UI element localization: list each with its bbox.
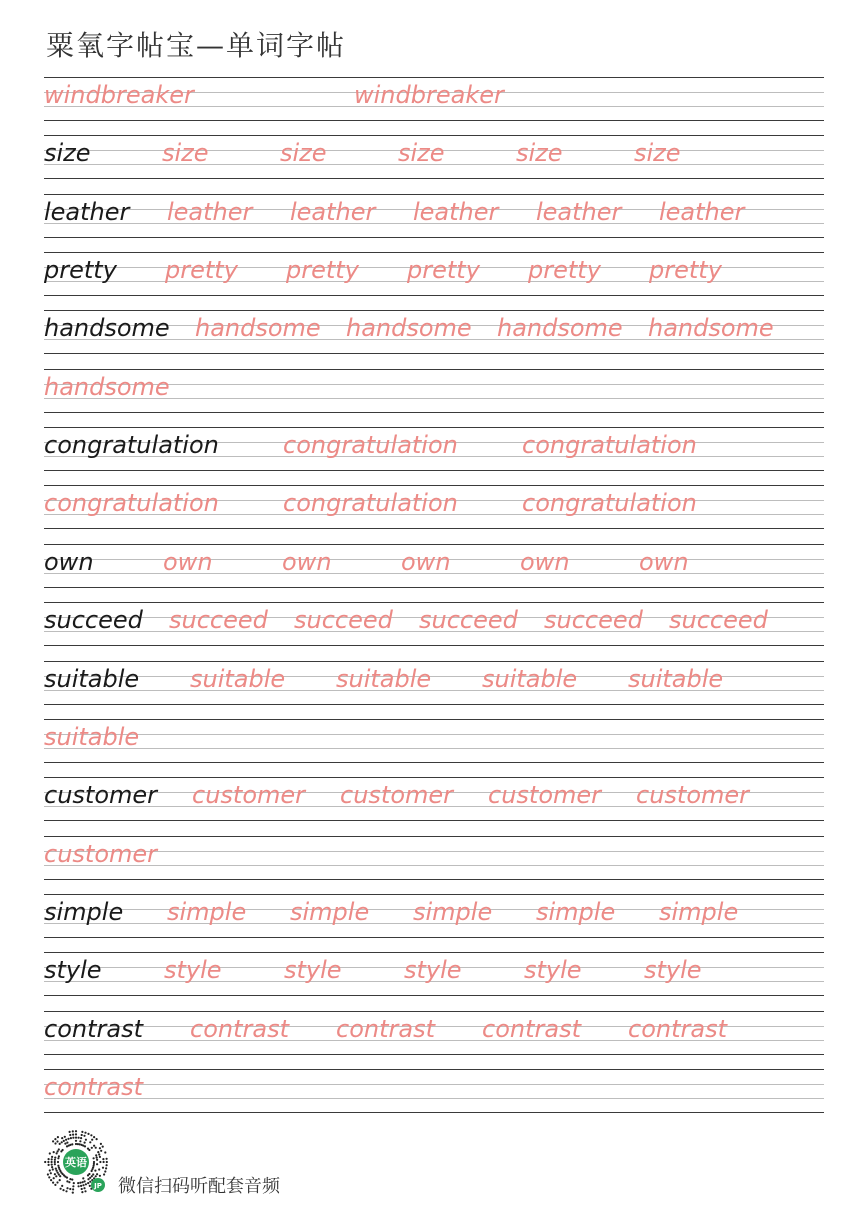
guide-line-solid — [44, 427, 824, 428]
trace-word: suitable — [44, 723, 140, 751]
guide-line-solid — [44, 194, 824, 195]
trace-word: handsome — [346, 314, 472, 342]
practice-row — [44, 194, 824, 238]
trace-word: simple — [536, 898, 616, 926]
trace-word: simple — [659, 898, 739, 926]
guide-line-solid — [44, 310, 824, 311]
trace-word: pretty — [165, 256, 238, 284]
trace-word: size — [398, 139, 445, 167]
model-word: customer — [44, 781, 158, 809]
trace-word: simple — [167, 898, 247, 926]
practice-row — [44, 952, 824, 996]
trace-word: contrast — [482, 1015, 581, 1043]
guide-line-solid — [44, 602, 824, 603]
guide-line-light — [44, 1084, 824, 1085]
trace-word: customer — [340, 781, 454, 809]
model-word: handsome — [44, 314, 170, 342]
trace-word: succeed — [169, 606, 268, 634]
page-title: 粟氧字帖宝—单词字帖 — [46, 29, 347, 62]
practice-row — [44, 369, 824, 413]
trace-word: style — [284, 956, 342, 984]
guide-line-solid — [44, 1112, 824, 1113]
trace-word: succeed — [294, 606, 393, 634]
trace-word: succeed — [419, 606, 518, 634]
model-word: simple — [44, 898, 124, 926]
guide-line-solid — [44, 645, 824, 646]
trace-word: style — [164, 956, 222, 984]
trace-word: handsome — [195, 314, 321, 342]
guide-line-solid — [44, 412, 824, 413]
footer-note: 微信扫码听配套音频 — [118, 1176, 280, 1197]
model-word: pretty — [44, 256, 117, 284]
guide-line-solid — [44, 135, 824, 136]
trace-word: style — [644, 956, 702, 984]
trace-word: windbreaker — [354, 81, 504, 109]
qr-badge-text: 英语 — [65, 1156, 87, 1169]
practice-row — [44, 252, 824, 296]
trace-word: customer — [192, 781, 306, 809]
practice-row — [44, 1069, 824, 1113]
practice-row — [44, 661, 824, 705]
trace-word: pretty — [649, 256, 722, 284]
guide-line-solid — [44, 587, 824, 588]
guide-line-solid — [44, 353, 824, 354]
guide-line-solid — [44, 777, 824, 778]
trace-word: handsome — [497, 314, 623, 342]
practice-row — [44, 1011, 824, 1055]
guide-line-light — [44, 734, 824, 735]
trace-word: leather — [536, 198, 622, 226]
trace-word: size — [162, 139, 209, 167]
guide-line-solid — [44, 120, 824, 121]
trace-word: simple — [290, 898, 370, 926]
guide-line-solid — [44, 995, 824, 996]
practice-row — [44, 310, 824, 354]
guide-line-solid — [44, 762, 824, 763]
practice-row — [44, 485, 824, 529]
practice-row — [44, 544, 824, 588]
guide-line-solid — [44, 704, 824, 705]
guide-line-solid — [44, 369, 824, 370]
trace-word: suitable — [190, 665, 286, 693]
trace-word: succeed — [669, 606, 768, 634]
guide-line-solid — [44, 528, 824, 529]
practice-row — [44, 719, 824, 763]
trace-word: contrast — [628, 1015, 727, 1043]
trace-word: pretty — [286, 256, 359, 284]
trace-word: size — [634, 139, 681, 167]
guide-line-light — [44, 748, 824, 749]
guide-line-solid — [44, 295, 824, 296]
model-word: suitable — [44, 665, 140, 693]
trace-word: contrast — [44, 1073, 143, 1101]
guide-line-solid — [44, 470, 824, 471]
model-word: congratulation — [44, 431, 219, 459]
qr-code-icon[interactable] — [42, 1128, 110, 1196]
guide-line-solid — [44, 937, 824, 938]
trace-word: size — [280, 139, 327, 167]
practice-row — [44, 894, 824, 938]
footer — [42, 1126, 362, 1198]
practice-row — [44, 836, 824, 880]
trace-word: leather — [413, 198, 499, 226]
practice-sheet — [44, 77, 824, 1115]
model-word: size — [44, 139, 91, 167]
qr-corner-text: JP — [94, 1182, 102, 1190]
model-word: leather — [44, 198, 130, 226]
trace-word: congratulation — [44, 489, 219, 517]
trace-word: leather — [167, 198, 253, 226]
trace-word: pretty — [407, 256, 480, 284]
trace-word: handsome — [44, 373, 170, 401]
trace-word: leather — [659, 198, 745, 226]
model-word: succeed — [44, 606, 143, 634]
guide-line-solid — [44, 252, 824, 253]
trace-word: size — [516, 139, 563, 167]
guide-line-solid — [44, 178, 824, 179]
trace-word: pretty — [528, 256, 601, 284]
guide-line-solid — [44, 952, 824, 953]
trace-word: style — [524, 956, 582, 984]
guide-line-solid — [44, 894, 824, 895]
guide-line-solid — [44, 836, 824, 837]
trace-word: style — [404, 956, 462, 984]
guide-line-solid — [44, 1069, 824, 1070]
model-word: style — [44, 956, 102, 984]
model-word: contrast — [44, 1015, 143, 1043]
guide-line-solid — [44, 1054, 824, 1055]
trace-word: windbreaker — [44, 81, 194, 109]
guide-line-solid — [44, 544, 824, 545]
trace-word: congratulation — [522, 431, 697, 459]
practice-row — [44, 427, 824, 471]
guide-line-solid — [44, 77, 824, 78]
practice-row — [44, 77, 824, 121]
trace-word: simple — [413, 898, 493, 926]
trace-word: congratulation — [522, 489, 697, 517]
guide-line-light — [44, 851, 824, 852]
practice-row — [44, 777, 824, 821]
guide-line-solid — [44, 1011, 824, 1012]
practice-row — [44, 135, 824, 179]
model-word: own — [44, 548, 94, 576]
trace-word: customer — [488, 781, 602, 809]
trace-word: own — [282, 548, 332, 576]
trace-word: own — [520, 548, 570, 576]
guide-line-solid — [44, 661, 824, 662]
trace-word: congratulation — [283, 489, 458, 517]
trace-word: customer — [44, 840, 158, 868]
guide-line-solid — [44, 719, 824, 720]
trace-word: suitable — [628, 665, 724, 693]
trace-word: own — [163, 548, 213, 576]
trace-word: congratulation — [283, 431, 458, 459]
trace-word: contrast — [190, 1015, 289, 1043]
trace-word: suitable — [336, 665, 432, 693]
guide-line-solid — [44, 485, 824, 486]
guide-line-solid — [44, 237, 824, 238]
guide-line-solid — [44, 820, 824, 821]
guide-line-light — [44, 1098, 824, 1099]
guide-line-solid — [44, 879, 824, 880]
trace-word: own — [401, 548, 451, 576]
trace-word: handsome — [648, 314, 774, 342]
trace-word: suitable — [482, 665, 578, 693]
trace-word: customer — [636, 781, 750, 809]
guide-line-light — [44, 865, 824, 866]
trace-word: leather — [290, 198, 376, 226]
trace-word: contrast — [336, 1015, 435, 1043]
trace-word: succeed — [544, 606, 643, 634]
trace-word: own — [639, 548, 689, 576]
practice-row — [44, 602, 824, 646]
